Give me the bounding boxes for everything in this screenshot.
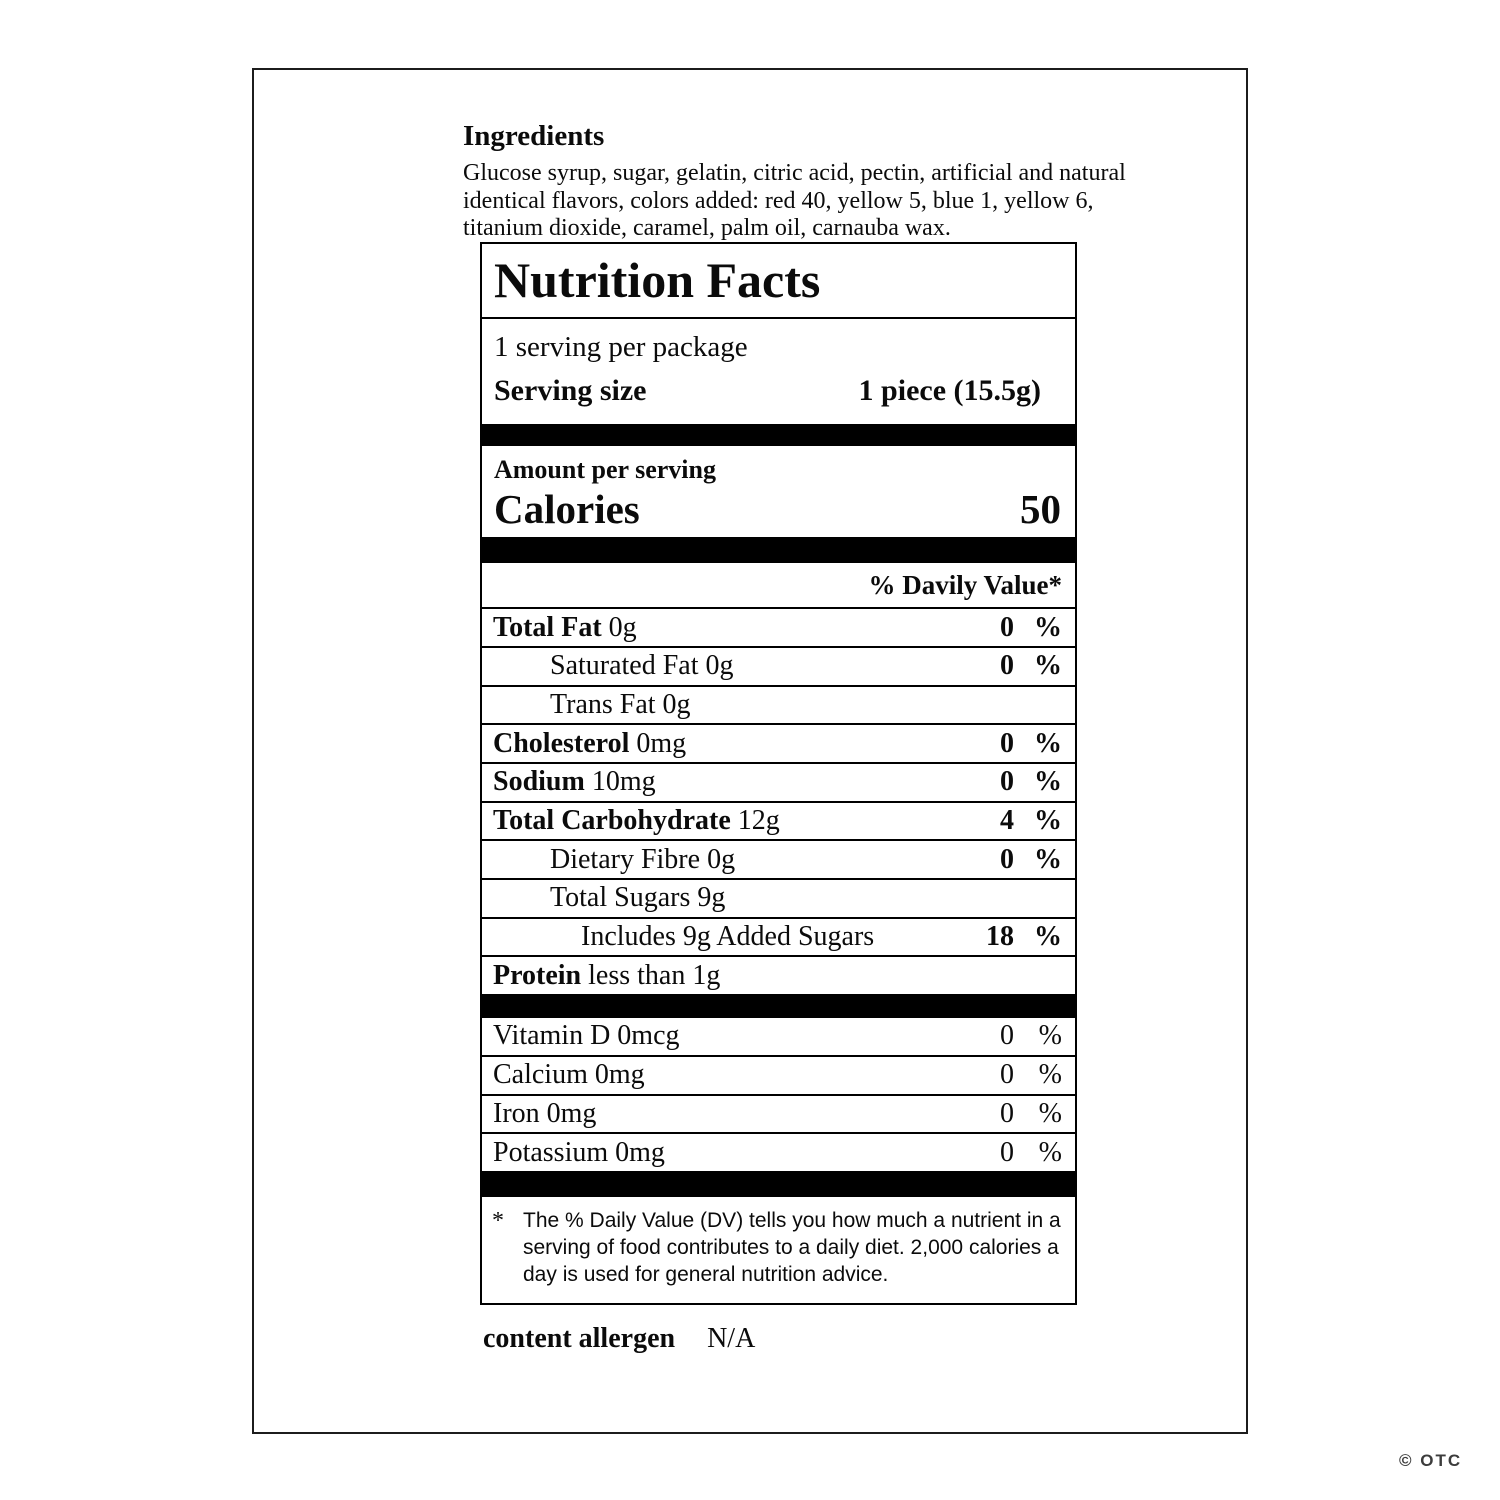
nutrient-row-saturated-fat [482,648,1075,687]
vitamin-row-vitamin-d [482,1018,1075,1057]
calories-section [482,446,1075,537]
nutrient-row-added-sugars [482,919,1075,958]
nutrient-name: Saturated Fat [550,650,699,682]
nutrient-dv-value: 18 [986,921,1014,953]
nutrition-facts-panel [480,242,1077,1305]
nutrient-dv-value: 0 [1000,727,1014,759]
ingredients-heading: Ingredients [463,120,605,152]
nutrient-row-total-fat [482,609,1075,648]
separator-bar-thick [482,994,1075,1018]
amount-per-serving-label: Amount per serving [494,455,716,484]
nutrient-dv-percent-sign: % [1034,727,1062,759]
vitamin-dv-value: 0 [1000,1136,1014,1168]
separator-bar-thick [482,1171,1075,1197]
nutrient-dv-percent-sign: % [1034,805,1062,837]
nutrient-amount: 9g [697,882,726,914]
nutrient-dv-percent-sign: % [1034,611,1062,643]
nutrient-amount: 10mg [591,766,656,798]
vitamin-dv-value: 0 [1000,1020,1014,1052]
vitamin-name: Calcium 0mg [493,1059,645,1091]
ingredients-text-line: Glucose syrup, sugar, gelatin, citric acid, pectin, artificial and natural [463,160,1126,186]
nutrient-dv-value: 0 [1000,843,1014,875]
nutrient-amount: 0g [705,650,734,682]
nutrient-name: Dietary Fibre [550,843,701,875]
nutrient-name: Sodium [493,766,585,798]
serving-info-section [482,319,1075,424]
vitamin-name: Vitamin D 0mcg [493,1020,680,1052]
ingredients-section [463,120,1126,243]
nutrient-name: Cholesterol [493,727,630,759]
nutrient-amount: 0g [707,843,736,875]
calories-row [494,485,1063,531]
nutrient-amount: 0mg [636,727,687,759]
nutrient-dv-value: 0 [1000,650,1014,682]
serving-size-row [494,372,1063,416]
nutrient-amount: 12g [737,805,780,837]
nutrient-dv-value: 0 [1000,611,1014,643]
vitamin-rows [482,1018,1075,1171]
daily-value-footnote [482,1197,1075,1303]
otc-watermark-logo: © OTC [1399,1451,1463,1470]
nutrient-dv-value: 0 [1000,766,1014,798]
serving-size-label: Serving size [494,374,647,407]
ingredients-text-line: titanium dioxide, caramel, palm oil, carnauba wax. [463,215,951,241]
footnote-text-line: The % Daily Value (DV) tells you how much a nutrient in a [523,1208,1061,1232]
nutrient-row-protein [482,957,1075,994]
nutrient-name: Total Fat [493,611,602,643]
nutrient-amount: less than 1g [588,959,721,991]
nutrient-amount: 0g [608,611,637,643]
nutrient-row-sodium [482,764,1075,803]
serving-size-value: 1 piece (15.5g) [858,374,1041,407]
footnote-text-line: day is used for general nutrition advice. [523,1262,889,1286]
nutrient-name: Protein [493,959,582,991]
vitamin-name: Iron 0mg [493,1097,597,1129]
nutrient-rows [482,609,1075,994]
nutrient-dv-percent-sign: % [1034,921,1062,953]
calories-label: Calories [494,486,640,532]
vitamin-dv-percent-sign: % [1038,1097,1062,1129]
label-border-frame [252,68,1248,1434]
nutrient-dv-percent-sign: % [1034,843,1062,875]
footnote-text [523,1207,1061,1288]
vitamin-row-iron [482,1096,1075,1135]
vitamin-dv-percent-sign: % [1038,1136,1062,1168]
nutrient-dv-percent-sign: % [1034,650,1062,682]
vitamin-dv-percent-sign: % [1038,1059,1062,1091]
allergen-value: N/A [707,1323,756,1354]
nutrient-dv-percent-sign: % [1034,766,1062,798]
nutrient-amount: 0g [662,688,691,720]
vitamin-row-calcium [482,1057,1075,1096]
ingredients-text-line: identical flavors, colors added: red 40, yellow 5, blue 1, yellow 6, [463,187,1094,214]
footnote-asterisk: * [492,1207,504,1234]
vitamin-name: Potassium 0mg [493,1136,665,1168]
allergen-row [483,1323,755,1355]
nutrient-row-cholesterol [482,725,1075,764]
nutrient-row-trans-fat [482,687,1075,726]
nutrient-row-total-carbohydrate [482,803,1075,842]
separator-bar-thick [482,424,1075,446]
calories-value: 50 [1020,486,1061,532]
nutrient-dv-value: 4 [1000,805,1014,837]
separator-bar-thick [482,537,1075,563]
nutrient-name: Trans Fat [550,688,656,720]
servings-per-package: 1 serving per package [494,331,748,363]
vitamin-dv-value: 0 [1000,1059,1014,1091]
vitamin-dv-percent-sign: % [1038,1020,1062,1052]
nutrient-row-total-sugars [482,880,1075,919]
footnote-text-line: serving of food contributes to a daily diet. 2,000 calories a [523,1235,1059,1259]
nutrient-row-dietary-fibre [482,841,1075,880]
daily-value-header: % Davily Value* [482,563,1075,609]
nutrient-name: Total Carbohydrate [493,805,731,837]
vitamin-dv-value: 0 [1000,1097,1014,1129]
nutrition-facts-title: Nutrition Facts [482,244,1075,319]
nutrient-name: Includes 9g Added Sugars [581,921,875,953]
nutrient-name: Total Sugars [550,882,691,914]
vitamin-row-potassium [482,1134,1075,1171]
allergen-label: content allergen [483,1323,676,1354]
